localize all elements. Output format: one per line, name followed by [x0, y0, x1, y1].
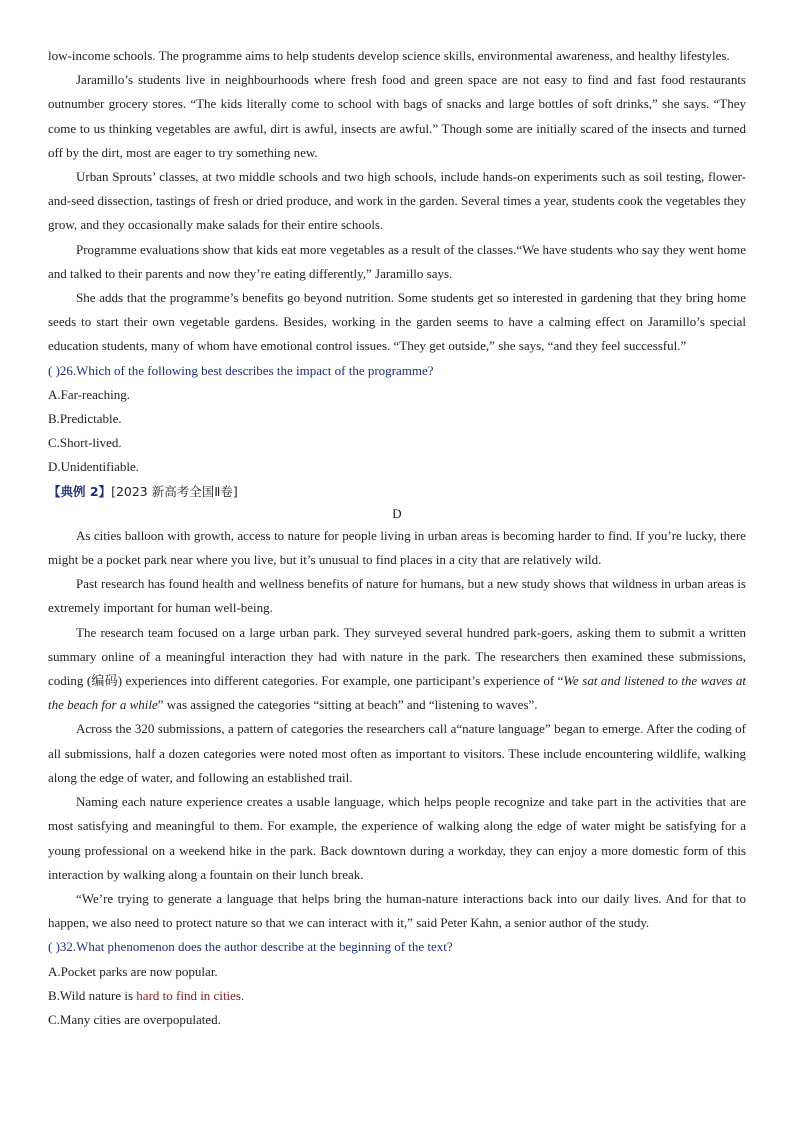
passage-d-paragraph-3: [48, 621, 746, 718]
question-26-option-c: C.Short-lived.: [48, 435, 122, 451]
passage-d-paragraph-4: Across the 320 submissions, a pattern of categories the researchers call a“nature language” began to emerge. After the coding of all submissions, half a dozen categories were noted most often as important to visitors. These include encountering wildlife, walking along the edge of water, and following an established trail.: [48, 721, 746, 785]
passage-c-paragraph-3: Programme evaluations show that kids eat more vegetables as a result of the classes.“We have students who say they went home and talked to their parents and now they’re eating differently,” Jaramillo says.: [48, 241, 746, 281]
example-label: 【典例 2】: [48, 483, 112, 499]
passage-c-paragraph-1: Jaramillo’s students live in neighbourhoods where fresh food and green space are not easy to find and fast food restaurants outnumber grocery stores. “The kids literally come to school with bags of snacks and large bottles of soft drinks,” she says. “They come to us thinking vegetables are awful, dirt is awful, insects are awful.” Though some are initially scared of the insects and turned off by the dirt, most are eager to try something new.: [48, 72, 746, 160]
question-26-option-b: B.Predictable.: [48, 411, 122, 427]
example-heading: [48, 480, 746, 504]
question-32-option-b: [48, 984, 746, 1008]
passage-c-paragraph-0: low-income schools. The programme aims to help students develop science skills, environmental awareness, and healthy lifestyles.: [48, 48, 730, 63]
question-32-option-b-lead: B.Wild nature is: [48, 987, 137, 1003]
question-32-stem: ( )32.What phenomenon does the author describe at the beginning of the text?: [48, 939, 453, 955]
passage-d-paragraph-2: Past research has found health and wellness benefits of nature for humans, but a new study shows that wildness in urban areas is extremely important for human well-being.: [48, 576, 746, 616]
passage-d-paragraph-5: Naming each nature experience creates a usable language, which helps people recognize and take part in the activities that are most satisfying and meaningful to them. For example, the experience of walking along the edge of water might be satisfying for a young professional on a weekend hike in the park. Back downtown during a workday, they can enjoy a more domestic form of this interaction by walking along a fountain on their lunch break.: [48, 794, 746, 882]
document-body: [48, 44, 746, 1032]
passage-c-paragraph-2: Urban Sprouts’ classes, at two middle schools and two high schools, include hands-on experiments such as soil testing, flower-and-seed dissection, tastings of fresh or dried produce, and work in the garden. Several times a year, students cook the vegetables they grow, and they occasionally make salads for their entire schools.: [48, 169, 747, 233]
passage-d-paragraph-3-part-a: The research team focused on a large urban park. They surveyed several hundred park-goers, asking them to submit a written summary online of a meaningful interaction they had with nature in the park. The researchers then examined these submissions, coding (编码) experiences into different categories. For example, one participant’s experience of “: [48, 624, 746, 689]
question-26-stem: ( )26.Which of the following best describes the impact of the programme?: [48, 362, 434, 378]
question-32-option-a: A.Pocket parks are now popular.: [48, 963, 218, 979]
answer-highlight: hard to find in cities.: [136, 987, 245, 1003]
question-26-option-d: D.Unidentifiable.: [48, 459, 139, 475]
passage-letter: D: [392, 505, 402, 521]
example-source: [2023 新高考全国Ⅱ卷]: [111, 483, 238, 499]
passage-d-paragraph-1: As cities balloon with growth, access to nature for people living in urban areas is becoming harder to find. If you’re lucky, there might be a pocket park near where you live, but it’s unusual to find places in a city that are relatively wild.: [48, 527, 746, 568]
question-32-option-c: C.Many cities are overpopulated.: [48, 1011, 221, 1027]
participant-quote: We sat and listened to the waves at the beach for a while: [48, 673, 746, 713]
passage-d-paragraph-6: “We’re trying to generate a language that helps bring the human-nature interactions back into our daily lives. And for that to happen, we also need to protect nature so that we can interact with it,” said Peter Kahn, a senior author of the study.: [48, 890, 746, 931]
passage-d-paragraph-3-part-b: ” was assigned the categories “sitting at beach” and “listening to waves”.: [157, 697, 538, 713]
passage-c-paragraph-4: She adds that the programme’s benefits go beyond nutrition. Some students get so interested in gardening that they bring home seeds to start their own vegetable gardens. Besides, working in the garden seems to have a calming effect on Jaramillo’s special education students, many of whom have emotional control issues. “They get outside,” she says, “and they feel successful.”: [48, 290, 746, 354]
question-26-option-a: A.Far-reaching.: [48, 386, 131, 402]
